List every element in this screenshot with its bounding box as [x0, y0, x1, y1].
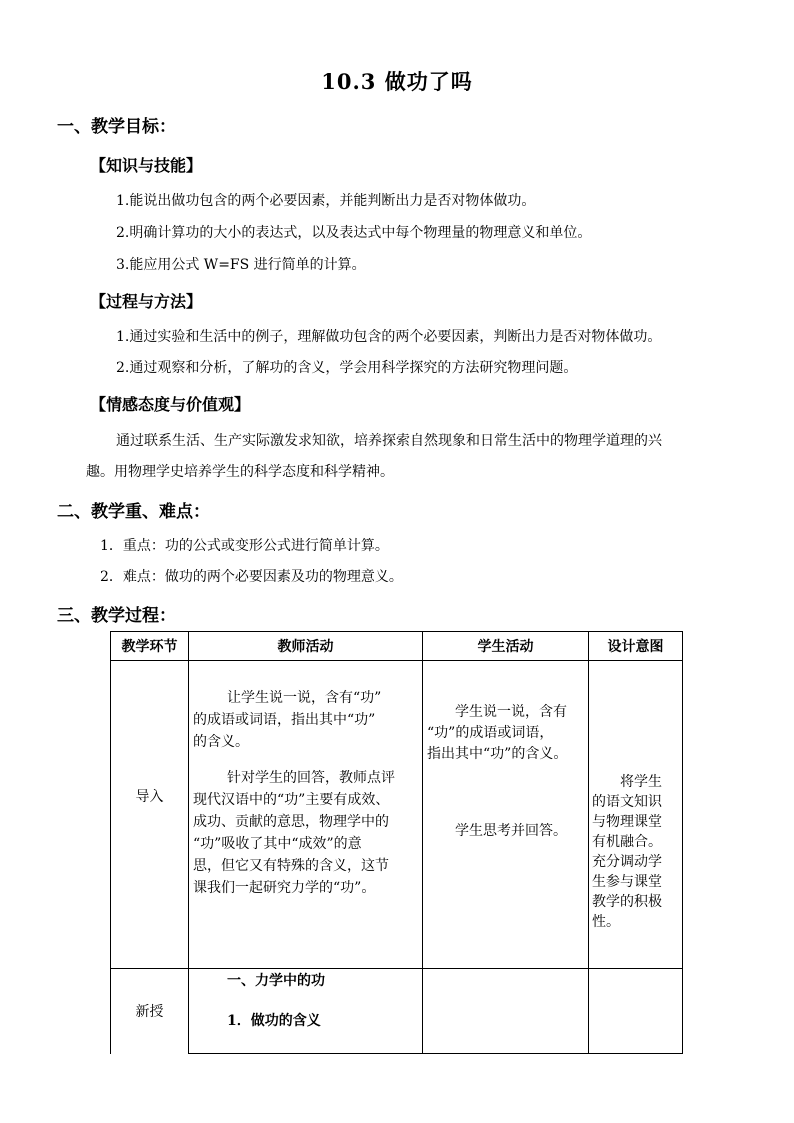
process-item-1: 1.通过实验和生活中的例子，理解做功包含的两个必要因素，判断出力是否对物体做功。 [116, 329, 662, 345]
knowledge-item-1: 1.能说出做功包含的两个必要因素，并能判断出力是否对物体做功。 [116, 193, 536, 209]
section-heading-process: 三、教学过程： [57, 606, 176, 626]
teacher-line: “功”吸收了其中“成效”的意 [193, 836, 362, 852]
teacher-line: 的含义。 [193, 734, 249, 750]
student-activity [427, 702, 587, 842]
teaching-process-table [110, 631, 683, 1054]
intent-line: 有机融合。 [592, 834, 662, 850]
stage-label: 导入 [135, 789, 164, 805]
student-activity [423, 969, 589, 1054]
student-line: “功”的成语或词语， [427, 725, 554, 741]
intent-line: 的语文知识 [592, 794, 662, 810]
document-title: 10.3 做功了吗 [321, 69, 473, 94]
knowledge-item-3: 3.能应用公式 W=FS 进行简单的计算。 [116, 257, 366, 273]
teacher-line: 针对学生的回答，教师点评 [227, 770, 395, 786]
emotion-line-2: 趣。用物理学史培养学生的科学态度和科学精神。 [86, 464, 394, 480]
teacher-line: 一、力学中的功 [227, 973, 325, 989]
header-stage: 教学环节 [111, 632, 189, 661]
teacher-line: 的成语或词语，指出其中“功” [193, 712, 376, 728]
header-student: 学生活动 [423, 632, 589, 661]
section-heading-objectives: 一、教学目标： [57, 117, 176, 137]
teacher-line: 课我们一起研究力学的“功”。 [193, 880, 376, 896]
teacher-line: 思，但它又有特殊的含义，这节 [193, 858, 389, 874]
stage-label: 新授 [135, 1004, 164, 1020]
teacher-activity [227, 971, 417, 1031]
design-intent [592, 772, 682, 932]
student-line: 学生思考并回答。 [455, 823, 567, 839]
intent-line: 性。 [592, 914, 620, 930]
intent-line: 充分调动学 [592, 854, 662, 870]
subheading-process: 【过程与方法】 [90, 292, 203, 311]
teacher-line: 现代汉语中的“功”主要有成效、 [193, 792, 390, 808]
process-item-2: 2.通过观察和分析，了解功的含义，学会用科学探究的方法研究物理问题。 [116, 360, 578, 376]
intent-line: 与物理课堂 [592, 814, 662, 830]
knowledge-item-2: 2.明确计算功的大小的表达式，以及表达式中每个物理量的物理意义和单位。 [116, 225, 592, 241]
teacher-line: 成功、贡献的意思，物理学中的 [193, 814, 389, 830]
intent-line: 将学生 [620, 774, 662, 790]
intent-line: 教学的积极 [592, 894, 662, 910]
header-teacher: 教师活动 [189, 632, 423, 661]
subheading-knowledge: 【知识与技能】 [90, 156, 203, 175]
keypoint-item-1: 1．重点：功的公式或变形公式进行简单计算。 [100, 538, 389, 554]
teacher-activity [193, 687, 421, 899]
header-intent: 设计意图 [589, 632, 683, 661]
teacher-line: 让学生说一说，含有“功” [227, 690, 382, 706]
student-line: 学生说一说，含有 [455, 704, 567, 720]
table-row [111, 969, 683, 1054]
student-line: 指出其中“功”的含义。 [427, 746, 568, 762]
section-heading-keypoints: 二、教学重、难点： [57, 502, 210, 522]
intent-line: 生参与课堂 [592, 874, 662, 890]
emotion-line-1: 通过联系生活、生产实际激发求知欲，培养探索自然现象和日常生活中的物理学道理的兴 [116, 433, 662, 449]
keypoint-item-2: 2．难点：做功的两个必要因素及功的物理意义。 [100, 569, 403, 585]
design-intent [589, 969, 683, 1054]
teacher-line: 1．做功的含义 [227, 1013, 321, 1029]
table-header-row [111, 632, 683, 661]
table-row [111, 661, 683, 969]
subheading-emotion: 【情感态度与价值观】 [90, 395, 251, 414]
